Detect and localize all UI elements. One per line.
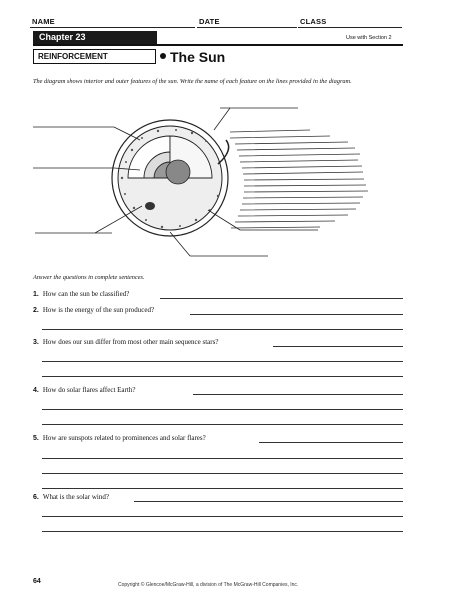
question-4-number: 4. — [33, 387, 39, 394]
sun-diagram — [30, 100, 410, 270]
question-5-text: How are sunspots related to prominences and solar flares? — [42, 434, 206, 442]
question-3-text: How does our sun differ from most other main sequence stars? — [42, 338, 219, 346]
date-line[interactable] — [197, 27, 297, 28]
answer-line-3b[interactable] — [42, 361, 403, 362]
answer-line-4c[interactable] — [42, 424, 403, 425]
question-1 — [33, 290, 129, 298]
answer-line-1a[interactable] — [160, 298, 403, 299]
question-3-number: 3. — [33, 339, 39, 346]
question-5 — [33, 434, 206, 442]
answer-line-6b[interactable] — [42, 516, 403, 517]
page-title-text: The Sun — [170, 49, 226, 65]
answer-line-4b[interactable] — [42, 409, 403, 410]
question-2-text: How is the energy of the sun produced? — [42, 306, 155, 314]
corona-streaks — [230, 130, 368, 228]
copyright-notice: Copyright © Glencoe/McGraw-Hill, a division of The McGraw-Hill Companies, Inc. — [118, 582, 299, 588]
question-4-text: How do solar flares affect Earth? — [42, 386, 136, 394]
answer-line-6c[interactable] — [42, 531, 403, 532]
answer-line-3a[interactable] — [273, 346, 403, 347]
name-label: NAME — [32, 17, 55, 26]
answer-line-5a[interactable] — [259, 442, 403, 443]
sunspot — [145, 202, 155, 210]
use-with-section: Use with Section 2 — [346, 35, 392, 41]
title-bullet-icon — [160, 53, 166, 59]
class-label: CLASS — [300, 17, 327, 26]
question-2 — [33, 306, 154, 314]
question-6-text: What is the solar wind? — [42, 493, 109, 501]
answer-line-5c[interactable] — [42, 473, 403, 474]
name-line[interactable] — [30, 27, 195, 28]
answer-line-5d[interactable] — [42, 488, 403, 489]
question-2-number: 2. — [33, 307, 39, 314]
answer-line-5b[interactable] — [42, 458, 403, 459]
answer-line-2a[interactable] — [190, 314, 403, 315]
instructions: The diagram shows interior and outer features of the sun. Write the name of each feature on the lines provided in the diagram. — [33, 78, 352, 85]
answer-line-2b[interactable] — [42, 329, 403, 330]
answer-line-6a[interactable] — [134, 501, 403, 502]
chapter-rule — [33, 44, 403, 46]
core-sphere — [166, 160, 190, 184]
question-1-number: 1. — [33, 291, 39, 298]
question-6 — [33, 493, 109, 501]
answer-prompt: Answer the questions in complete sentences. — [33, 274, 145, 281]
question-1-text: How can the sun be classified? — [42, 290, 130, 298]
page-number: 64 — [33, 578, 41, 585]
chapter-box: Chapter 23 — [33, 31, 157, 44]
reinforcement-box: REINFORCEMENT — [33, 49, 156, 64]
question-3 — [33, 338, 218, 346]
answer-line-4a[interactable] — [193, 394, 403, 395]
question-5-number: 5. — [33, 435, 39, 442]
page-title — [160, 49, 225, 65]
class-line[interactable] — [298, 27, 402, 28]
answer-line-3c[interactable] — [42, 376, 403, 377]
date-label: DATE — [199, 17, 220, 26]
question-4 — [33, 386, 135, 394]
question-6-number: 6. — [33, 494, 39, 501]
